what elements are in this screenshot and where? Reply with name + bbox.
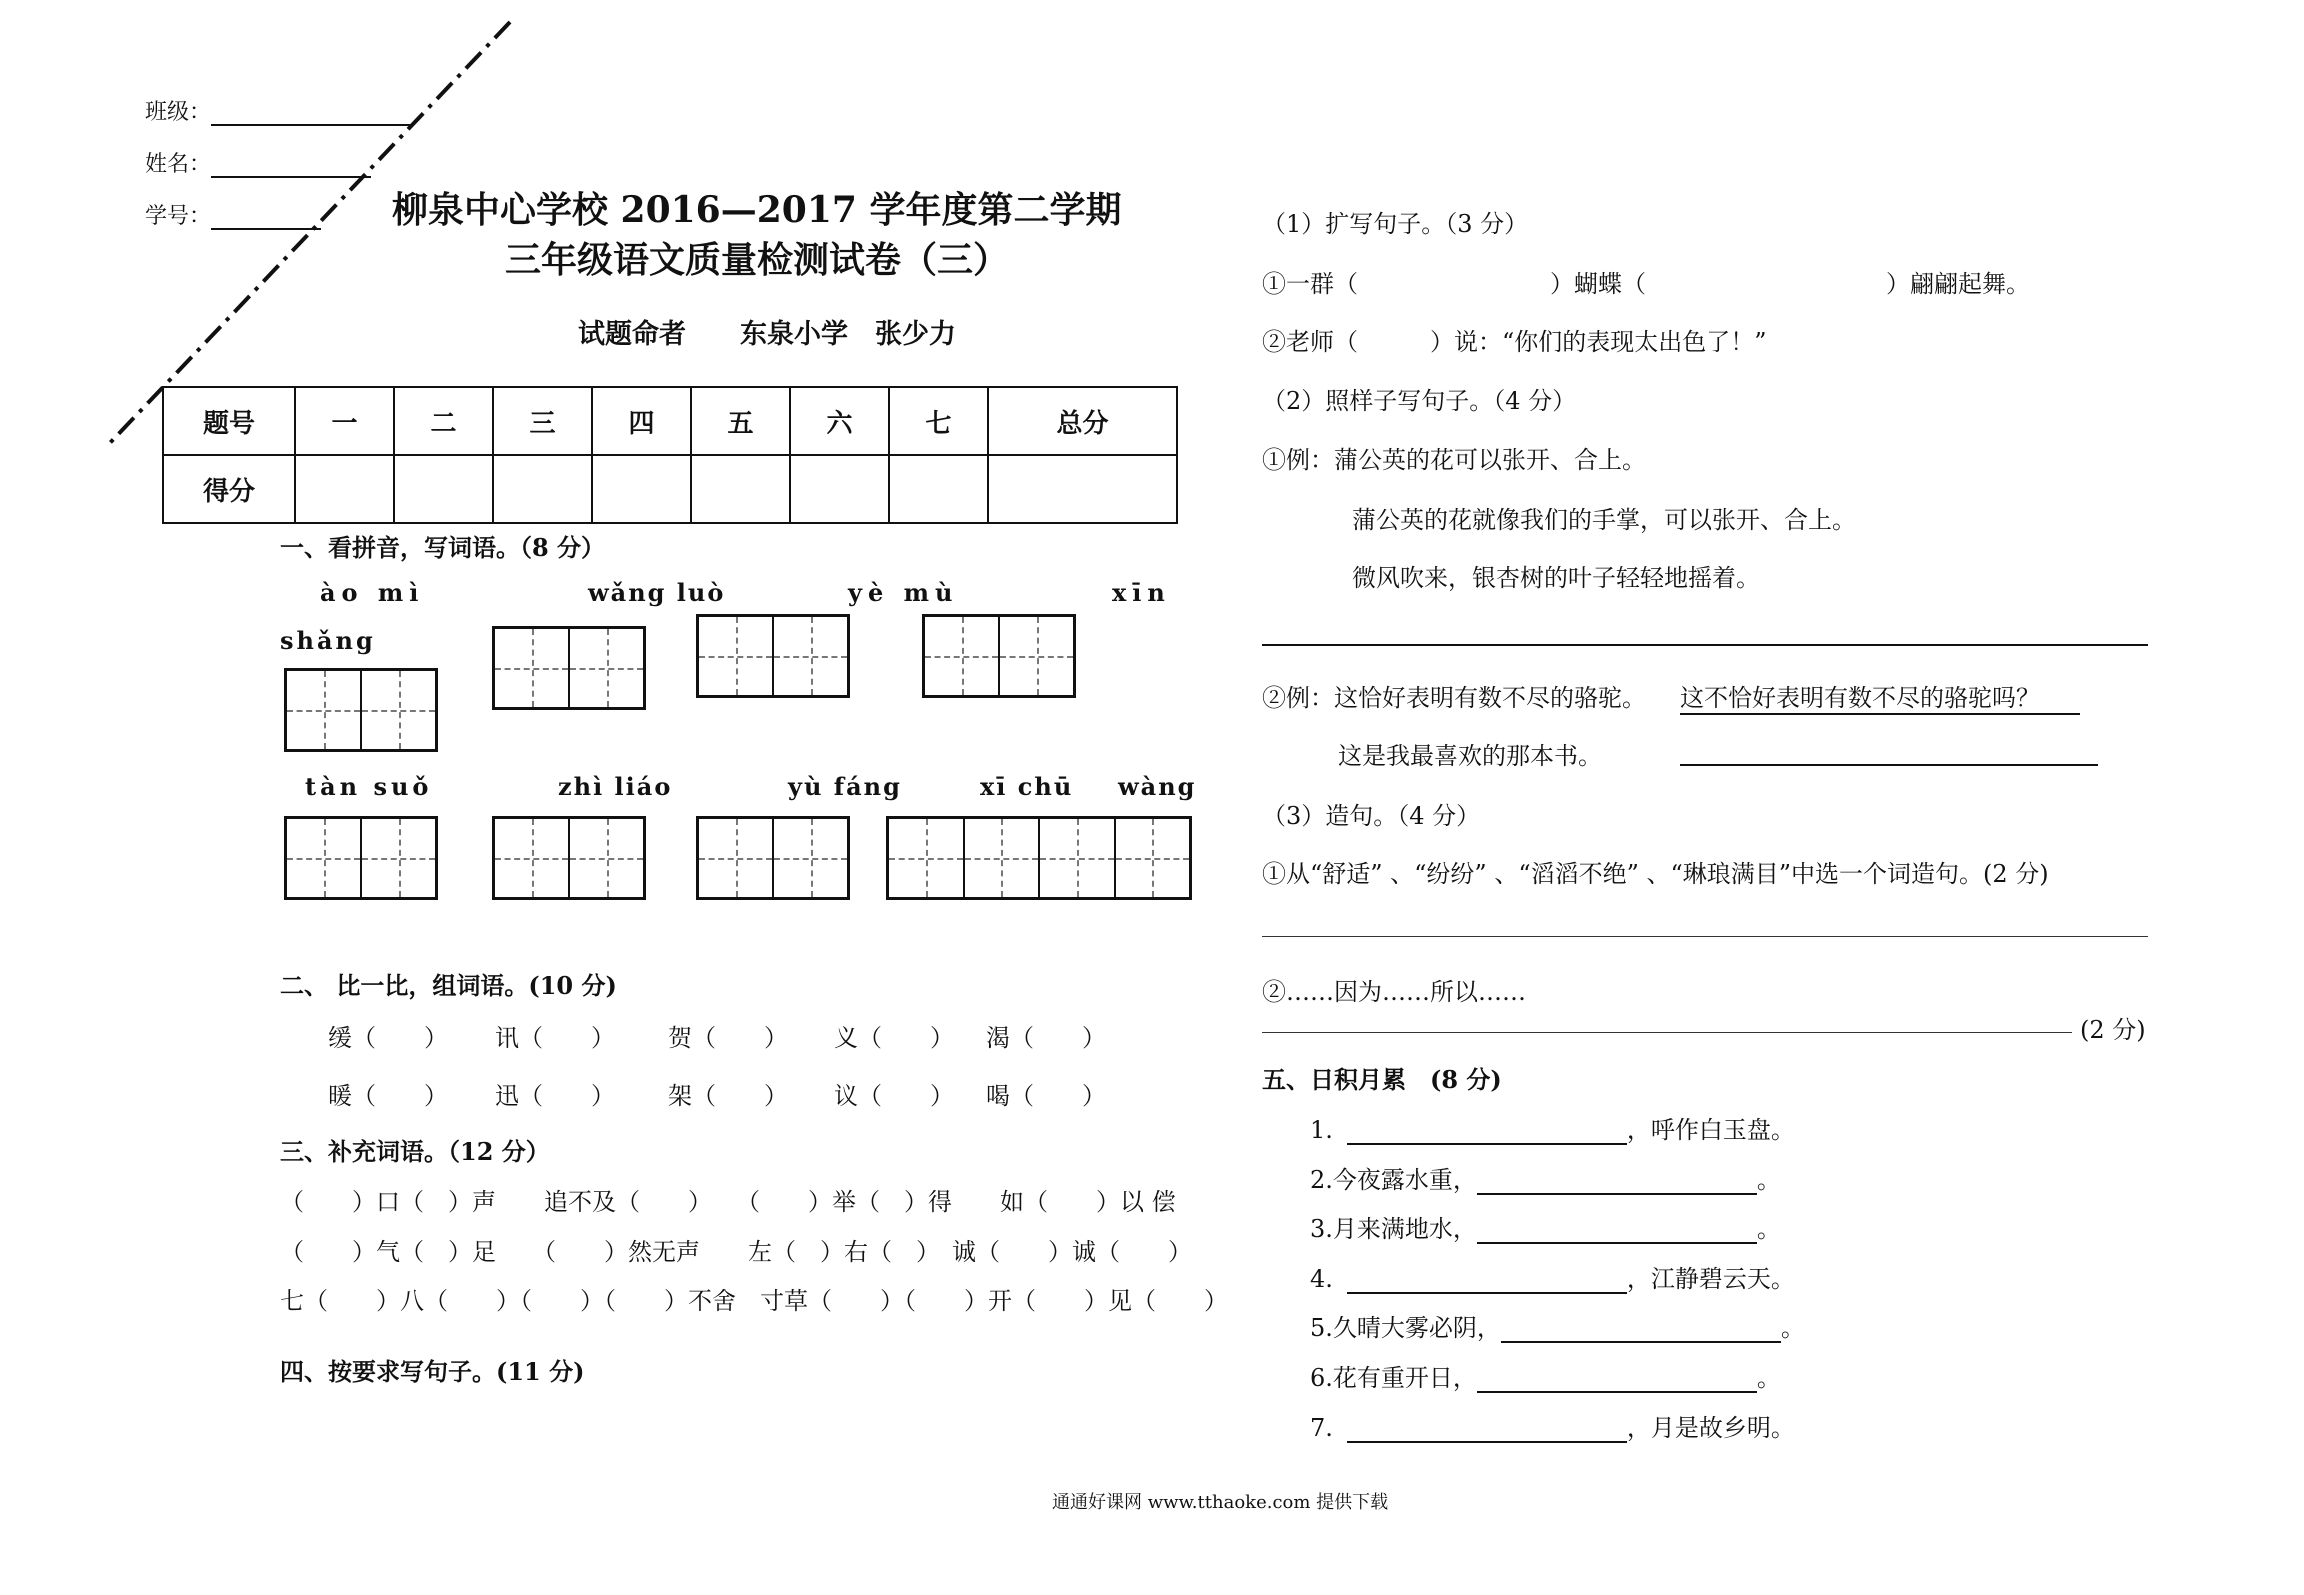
example-sentence: ②例：这恰好表明有数不尽的骆驼。 bbox=[1262, 684, 1646, 712]
poem-blank[interactable] bbox=[1501, 1341, 1781, 1343]
poem-blank[interactable] bbox=[1347, 1292, 1627, 1294]
sub-question-item: ②老师（ ）说：“你们的表现太出色了！” bbox=[1262, 328, 1767, 356]
compare-item: 议（ ） bbox=[834, 1082, 954, 1110]
example-sentence: ①例：蒲公英的花可以张开、合上。 bbox=[1262, 446, 1646, 474]
poem-item bbox=[1310, 1160, 1781, 1195]
pinyin: tàn suǒ bbox=[305, 772, 433, 801]
section5-heading: 五、日积月累 (8 分) bbox=[1262, 1065, 1502, 1094]
score-header: 二 bbox=[394, 387, 493, 455]
score-cell[interactable] bbox=[691, 455, 790, 523]
class-label: 班级： bbox=[145, 100, 212, 125]
writing-grid[interactable] bbox=[284, 668, 438, 752]
poem-text: ，月是故乡明。 bbox=[1626, 1414, 1795, 1442]
score-table bbox=[162, 386, 1178, 524]
title-line1: 柳泉中心学校 2016—2017 学年度第二学期 bbox=[392, 189, 1122, 231]
writing-grid[interactable] bbox=[886, 816, 1192, 900]
poem-text: 。 bbox=[1756, 1215, 1781, 1243]
pinyin: zhì liáo bbox=[558, 772, 673, 801]
score-header: 题号 bbox=[163, 387, 295, 455]
answer-line[interactable] bbox=[1262, 644, 2148, 646]
compare-item: 喝（ ） bbox=[986, 1082, 1106, 1110]
score-header: 六 bbox=[790, 387, 889, 455]
example-sentence: 蒲公英的花就像我们的手掌，可以张开、合上。 bbox=[1352, 506, 1856, 534]
section3-heading: 三、补充词语。（12 分） bbox=[280, 1137, 550, 1166]
score-cell[interactable] bbox=[493, 455, 592, 523]
poem-text: ，江静碧云天。 bbox=[1626, 1265, 1795, 1293]
name-input[interactable] bbox=[211, 176, 371, 178]
poem-text: 2.今夜露水重， bbox=[1310, 1166, 1477, 1194]
id-input[interactable] bbox=[211, 228, 321, 230]
compare-item: 迅（ ） bbox=[495, 1082, 615, 1110]
answer-line[interactable] bbox=[1262, 936, 2148, 937]
score-cell[interactable] bbox=[790, 455, 889, 523]
pinyin: wàng bbox=[1118, 772, 1197, 801]
footer-text: 通通好课网 www.tthaoke.com 提供下载 bbox=[1052, 1492, 1389, 1513]
fill-row: （ ）气（ ）足 （ ）然无声 左（ ）右（ ） 诚（ ）诚（ ） bbox=[280, 1238, 1192, 1266]
writing-grid[interactable] bbox=[696, 816, 850, 900]
score-header: 三 bbox=[493, 387, 592, 455]
class-input[interactable] bbox=[211, 124, 411, 126]
poem-number: 7. bbox=[1310, 1414, 1333, 1442]
example-sentence: 微风吹来，银杏树的叶子轻轻地摇着。 bbox=[1352, 564, 1760, 592]
compare-item: 讯（ ） bbox=[495, 1024, 615, 1052]
name-field bbox=[145, 147, 371, 178]
poem-text: 3.月来满地水， bbox=[1310, 1215, 1477, 1243]
poem-item bbox=[1310, 1259, 1795, 1294]
sub-question: （2）照样子写句子。（4 分） bbox=[1262, 387, 1577, 415]
example-answer: 这不恰好表明有数不尽的骆驼吗？ bbox=[1680, 678, 2080, 715]
score-cell[interactable] bbox=[592, 455, 691, 523]
writing-grid[interactable] bbox=[492, 816, 646, 900]
poem-number: 4. bbox=[1310, 1265, 1333, 1293]
pinyin: ào mì bbox=[320, 578, 425, 607]
pinyin: shǎng bbox=[280, 626, 376, 655]
title-line2: 三年级语文质量检测试卷（三） bbox=[505, 239, 1010, 281]
id-field bbox=[145, 199, 321, 230]
name-label: 姓名： bbox=[145, 152, 212, 177]
sub-question-item: ①一群（ ）蝴蝶（ ）翩翩起舞。 bbox=[1262, 270, 2030, 298]
poem-text: 。 bbox=[1756, 1166, 1781, 1194]
id-label: 学号： bbox=[145, 204, 212, 229]
pinyin: yù fáng bbox=[788, 772, 902, 801]
sub-question-item: ①从“舒适” 、“纷纷” 、“滔滔不绝” 、“琳琅满目”中选一个词造句。(2 分) bbox=[1262, 860, 2049, 888]
compare-item: 架（ ） bbox=[668, 1082, 788, 1110]
poem-blank[interactable] bbox=[1477, 1242, 1757, 1244]
score-header: 七 bbox=[889, 387, 988, 455]
score-note: (2 分) bbox=[2080, 1016, 2146, 1044]
class-field bbox=[145, 95, 411, 126]
compare-item: 缓（ ） bbox=[328, 1024, 448, 1052]
poem-item bbox=[1310, 1110, 1795, 1145]
poem-item bbox=[1310, 1358, 1781, 1393]
sub-question-item: ②……因为……所以…… bbox=[1262, 978, 1526, 1006]
compare-item: 贺（ ） bbox=[668, 1024, 788, 1052]
score-cell[interactable] bbox=[988, 455, 1177, 523]
poem-text: 。 bbox=[1780, 1314, 1805, 1342]
section4-heading: 四、按要求写句子。(11 分) bbox=[280, 1357, 585, 1386]
poem-item bbox=[1310, 1408, 1795, 1443]
writing-grid[interactable] bbox=[284, 816, 438, 900]
answer-line[interactable] bbox=[1262, 1032, 2072, 1033]
compare-item: 义（ ） bbox=[834, 1024, 954, 1052]
poem-blank[interactable] bbox=[1477, 1193, 1757, 1195]
score-header: 总分 bbox=[988, 387, 1177, 455]
answer-line[interactable] bbox=[1680, 764, 2098, 766]
poem-text: ，呼作白玉盘。 bbox=[1626, 1116, 1795, 1144]
poem-number: 1. bbox=[1310, 1116, 1333, 1144]
poem-text: 。 bbox=[1756, 1364, 1781, 1392]
poem-blank[interactable] bbox=[1347, 1441, 1627, 1443]
poem-item bbox=[1310, 1209, 1781, 1244]
fill-row: 七（ ）八（ ）（ ）（ ）不舍 寸草（ ）（ ）开（ ）见（ ） bbox=[280, 1287, 1228, 1315]
poem-blank[interactable] bbox=[1477, 1391, 1757, 1393]
poem-item bbox=[1310, 1308, 1805, 1343]
pinyin: xīn bbox=[1112, 578, 1171, 607]
pinyin: yè mù bbox=[848, 578, 959, 607]
score-cell[interactable] bbox=[889, 455, 988, 523]
compare-item: 暖（ ） bbox=[328, 1082, 448, 1110]
example-sentence: 这是我最喜欢的那本书。 bbox=[1338, 742, 1602, 770]
pinyin: wǎng luò bbox=[588, 578, 726, 607]
pinyin: xī chū bbox=[980, 772, 1074, 801]
score-header: 四 bbox=[592, 387, 691, 455]
sub-question: （1）扩写句子。（3 分） bbox=[1262, 210, 1529, 238]
poem-text: 5.久晴大雾必阴， bbox=[1310, 1314, 1501, 1342]
sub-question: （3）造句。（4 分） bbox=[1262, 802, 1481, 830]
score-cell[interactable] bbox=[394, 455, 493, 523]
score-header: 一 bbox=[295, 387, 394, 455]
writing-grid[interactable] bbox=[922, 614, 1076, 698]
section2-heading: 二、 比一比，组词语。(10 分) bbox=[280, 971, 617, 1000]
poem-text: 6.花有重开日， bbox=[1310, 1364, 1477, 1392]
writing-grid[interactable] bbox=[492, 626, 646, 710]
compare-item: 渴（ ） bbox=[986, 1024, 1106, 1052]
score-header: 五 bbox=[691, 387, 790, 455]
score-cell[interactable] bbox=[295, 455, 394, 523]
writing-grid[interactable] bbox=[696, 614, 850, 698]
section1-heading: 一、看拼音，写词语。（8 分） bbox=[280, 533, 606, 562]
poem-blank[interactable] bbox=[1347, 1143, 1627, 1145]
fill-row: （ ）口（ ）声 追不及（ ） （ ）举（ ）得 如（ ）以 偿 bbox=[280, 1188, 1176, 1216]
author-line: 试题命者 东泉小学 张少力 bbox=[578, 319, 956, 350]
score-row-label: 得分 bbox=[163, 455, 295, 523]
